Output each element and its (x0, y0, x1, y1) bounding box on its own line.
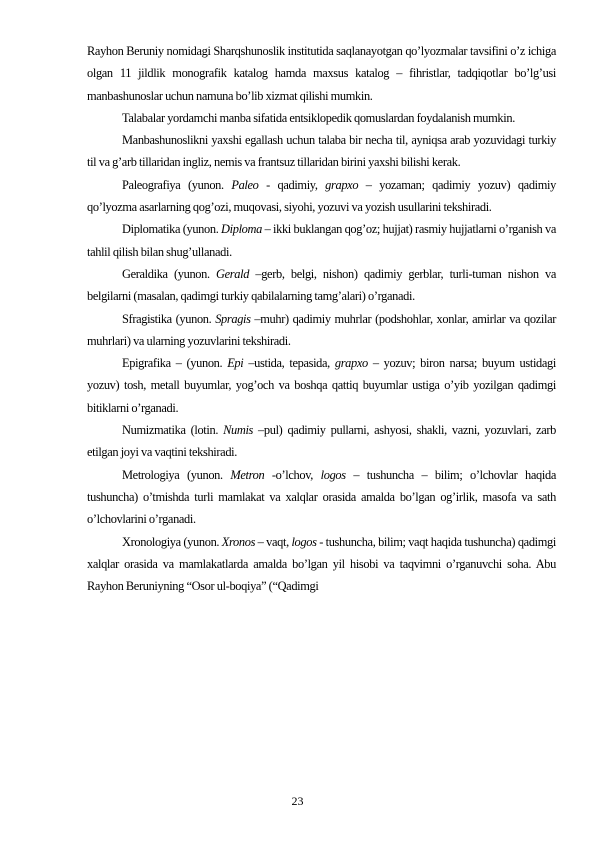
paragraph (87, 129, 556, 174)
paragraph-text: –muhr) qadimiy muhrlar (podshohlar, xonlar, amirlar va qozilar muhrlari) va ularning yozuvlarini tekshiradi. (87, 311, 556, 348)
italic-term: Diploma (221, 222, 262, 237)
paragraph-text: Diplomatika (yunon. (122, 222, 222, 237)
paragraph-text: Talabalar yordamchi manba sifatida entsiklopedik qomuslardan foydalanish mumkin. (122, 110, 515, 125)
paragraph-text: Metrologiya (yunon. (122, 467, 231, 482)
paragraph (87, 218, 556, 263)
paragraph-text: – yozaman; qadimiy yozuv) qadimiy qo’lyozma asarlarning qog’ozi, muqovasi, siyohi, yozuvi va yozish usullarini tekshiradi. (87, 177, 556, 215)
paragraph-text: – ikki buklangan qog’oz; hujjat) rasmiy hujjatlarni o’rganish va tahlil qilish bilan shug’ullanadi. (87, 222, 556, 259)
italic-term: Numis (223, 423, 254, 438)
paragraph-text: Rayhon Beruniy nomidagi Sharqshunoslik institutida saqlanayotgan qo’lyozmalar tavsifini o’z ichiga olgan 11 jildlik monografik katalog hamda maxsus katalog – fihristlar, tadqiqotlar bo’lg’usi manbashunoslar uchun namuna bo’lib xizmat qilishi mumkin. (87, 44, 556, 103)
paragraph-text: Manbashunoslikni yaxshi egallash uchun talaba bir necha til, ayniqsa arab yozuvidagi turkiy til va g’arb tillaridan ingliz, nemis va frantsuz tillaridan birini yaxshi bilishi kerak. (87, 133, 556, 170)
paragraph-text: – tushuncha – bilim; o’lchovlar haqida tushuncha) o’tmishda turli mamlakat va xalqlar orasida amalda bo’lgan og’irlik, masofa va sath o’lchovlarini o’rganadi. (87, 467, 556, 527)
paragraph (87, 531, 556, 598)
italic-term: Gerald (216, 266, 250, 281)
paragraph-text: - tushuncha, bilim; vaqt haqida tushuncha) qadimgi xalqlar orasida va mamlakatlarda amalda bo’lgan yil hisobi va taqvimni o’rganuvchi soha. Abu Rayhon Beruniyning “Osor ul-boqiya” (“Qadimgi (87, 534, 556, 594)
italic-term: Epi (227, 356, 244, 371)
paragraph-text: Sfragistika (yunon. (122, 311, 216, 326)
italic-term: Paleo (231, 177, 259, 192)
italic-term: logos (320, 467, 346, 482)
paragraph-text: Numizmatika (lotin. (122, 423, 224, 438)
paragraph (87, 419, 556, 464)
italic-term: Xronos (221, 534, 256, 549)
paragraph-text: Geraldika (yunon. (122, 266, 217, 281)
paragraph (87, 40, 556, 107)
italic-term: grapxo (325, 177, 359, 192)
page-number: 23 (291, 794, 304, 808)
paragraph-text: – vaqt, (255, 534, 292, 549)
italic-term: Metron (230, 467, 265, 482)
paragraph-text: Paleografiya (yunon. (122, 177, 232, 192)
italic-term: logos (291, 534, 317, 549)
paragraph (87, 174, 556, 219)
paragraph-text: -o’lchov, (264, 467, 321, 482)
paragraph (87, 352, 556, 419)
italic-term: Spragis (215, 311, 251, 326)
paragraph-text: – yozuv; biron narsa; buyum ustidagi yozuv) tosh, metall buyumlar, yog’och va boshqa qattiq buyumlar ustiga o’yib yozilgan qadimgi bitiklarni o’rganadi. (87, 356, 556, 415)
paragraph-text: Epigrafika – (yunon. (122, 356, 228, 371)
paragraph-text: –ustida, tepasida, (243, 356, 335, 371)
paragraph (87, 263, 556, 308)
paragraph (87, 464, 556, 531)
paragraph-text: –pul) qadimiy pullarni, ashyosi, shakli, vazni, yozuvlari, zarb etilgan joyi va vaqtini tekshiradi. (87, 423, 556, 460)
italic-term: grapxo (334, 356, 368, 371)
paragraph-text: - qadimiy, (258, 177, 326, 192)
paragraph (87, 107, 556, 129)
paragraph (87, 308, 556, 353)
paragraph-text: –gerb, belgi, nishon) qadimiy gerblar, turli-tuman nishon va belgilarni (masalan, qadimgi turkiy qabilalarning tamg’alari) o’rganadi. (87, 266, 556, 304)
page-body (87, 40, 556, 597)
paragraph-text: Xronologiya (yunon. (122, 534, 222, 549)
